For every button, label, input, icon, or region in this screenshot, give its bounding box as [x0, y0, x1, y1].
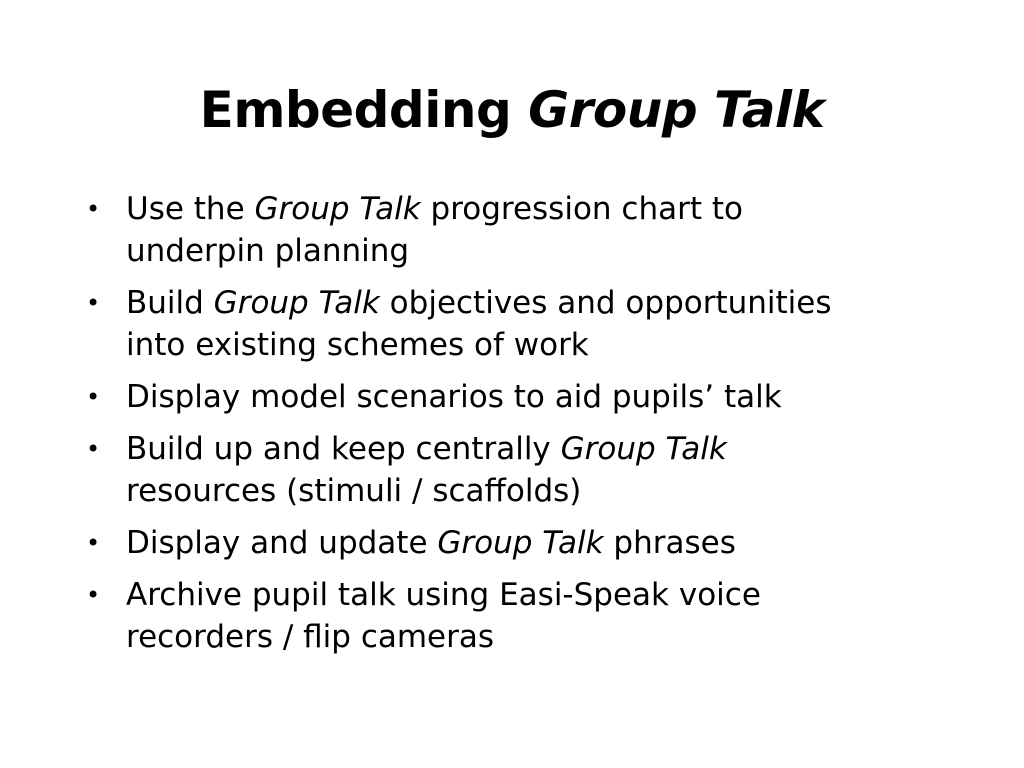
text-segment: Use the: [126, 191, 255, 227]
list-item: [86, 522, 946, 564]
list-item: [86, 428, 946, 512]
text-segment: phrases: [603, 525, 736, 561]
bullet-line-1: [126, 574, 946, 616]
bullet-line-2: into existing schemes of work: [126, 327, 589, 363]
bullet-icon: •: [86, 289, 101, 317]
bullet-line-1: [126, 282, 946, 324]
text-segment: objectives and opportunities: [379, 285, 832, 321]
bullet-line-1: [126, 376, 946, 418]
bullet-icon: •: [86, 383, 101, 411]
text-segment-italic: Group Talk: [254, 191, 421, 227]
bullet-icon: •: [86, 435, 101, 463]
text-segment: Display model scenarios to aid pupils’ talk: [126, 379, 782, 415]
text-segment-italic: Group Talk: [437, 525, 604, 561]
slide-title: [0, 78, 1024, 142]
title-plain: Embedding: [199, 81, 512, 139]
bullet-list: [86, 188, 946, 668]
list-item: [86, 376, 946, 418]
text-segment-italic: Group Talk: [560, 431, 727, 467]
title-italic: Group Talk: [528, 81, 825, 139]
text-segment: progression chart to: [420, 191, 743, 227]
text-segment-italic: Group Talk: [213, 285, 380, 321]
bullet-line-2: resources (stimuli / scaffolds): [126, 473, 582, 509]
bullet-line-1: [126, 188, 946, 230]
text-segment: Archive pupil talk using Easi-Speak voice: [126, 577, 761, 613]
bullet-icon: •: [86, 581, 101, 609]
bullet-line-2: underpin planning: [126, 233, 410, 269]
bullet-line-1: [126, 428, 946, 470]
bullet-icon: •: [86, 195, 101, 223]
text-segment: Build up and keep centrally: [126, 431, 561, 467]
list-item: [86, 282, 946, 366]
bullet-line-1: [126, 522, 946, 564]
bullet-line-2: recorders / flip cameras: [126, 619, 495, 655]
list-item: [86, 188, 946, 272]
list-item: [86, 574, 946, 658]
text-segment: Build: [126, 285, 214, 321]
bullet-icon: •: [86, 529, 101, 557]
text-segment: Display and update: [126, 525, 438, 561]
